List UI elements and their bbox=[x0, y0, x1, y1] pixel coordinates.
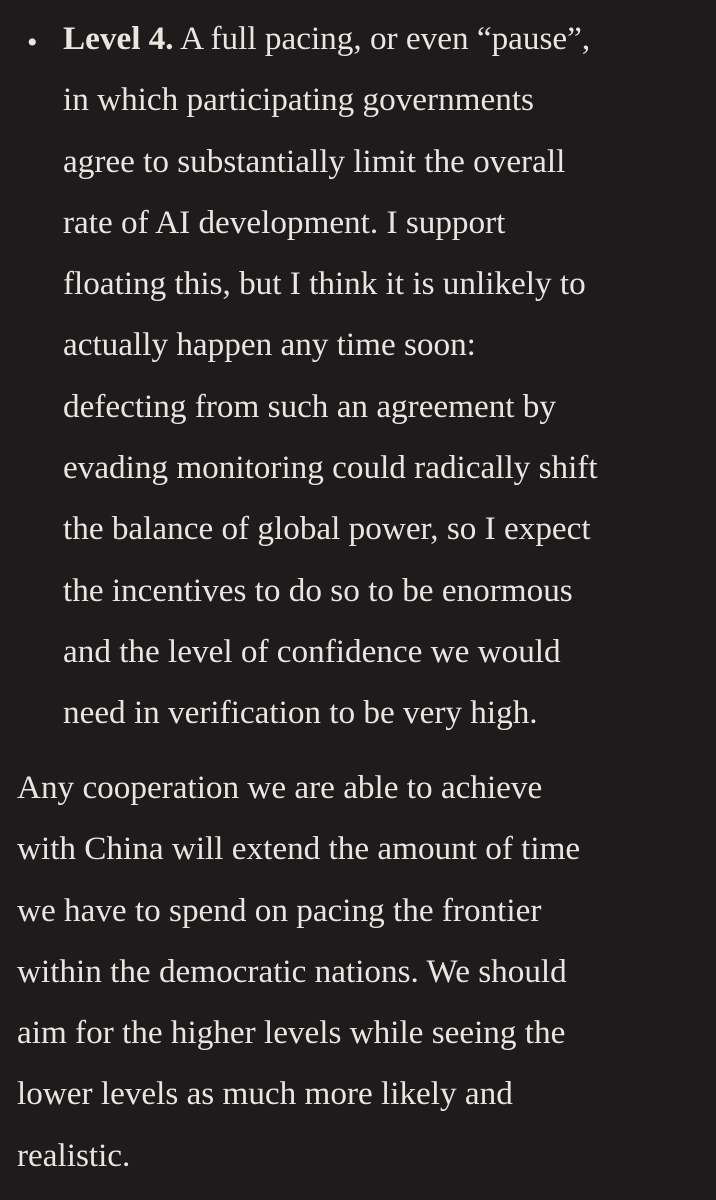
list-item-line: evading monitoring could radically shift bbox=[63, 449, 598, 487]
list-item-line: and the level of confidence we would bbox=[63, 632, 561, 670]
paragraph-line: within the democratic nations. We should bbox=[17, 952, 567, 990]
list-item-line: floating this, but I think it is unlikely to bbox=[63, 265, 586, 303]
paragraph-line: we have to spend on pacing the frontier bbox=[17, 891, 542, 929]
list-item-line: the balance of global power, so I expect bbox=[63, 510, 591, 548]
list-item-line: rate of AI development. I support bbox=[63, 203, 506, 241]
list-item-line bbox=[63, 8, 703, 69]
list-item-line: actually happen any time soon: bbox=[63, 326, 476, 364]
list-item-line: the incentives to do so to be enormous bbox=[63, 571, 573, 609]
paragraph-line: lower levels as much more likely and bbox=[17, 1075, 513, 1113]
list-item-line: defecting from such an agreement by bbox=[63, 387, 556, 425]
list-item-line: agree to substantially limit the overall bbox=[63, 142, 566, 180]
body-paragraph bbox=[17, 757, 707, 1186]
paragraph-line: realistic. bbox=[17, 1136, 131, 1174]
list-item-line: need in verification to be very high. bbox=[63, 694, 538, 732]
list-item-line: in which participating governments bbox=[63, 81, 534, 119]
bullet-marker: • bbox=[27, 26, 38, 59]
paragraph-line: aim for the higher levels while seeing the bbox=[17, 1014, 566, 1052]
paragraph-line: with China will extend the amount of time bbox=[17, 830, 581, 868]
list-item-lead: Level 4. bbox=[63, 20, 174, 57]
list-item-text bbox=[63, 8, 703, 744]
paragraph-line: Any cooperation we are able to achieve bbox=[17, 769, 543, 806]
list-item-line-text: A full pacing, or even “pause”, bbox=[173, 20, 591, 57]
